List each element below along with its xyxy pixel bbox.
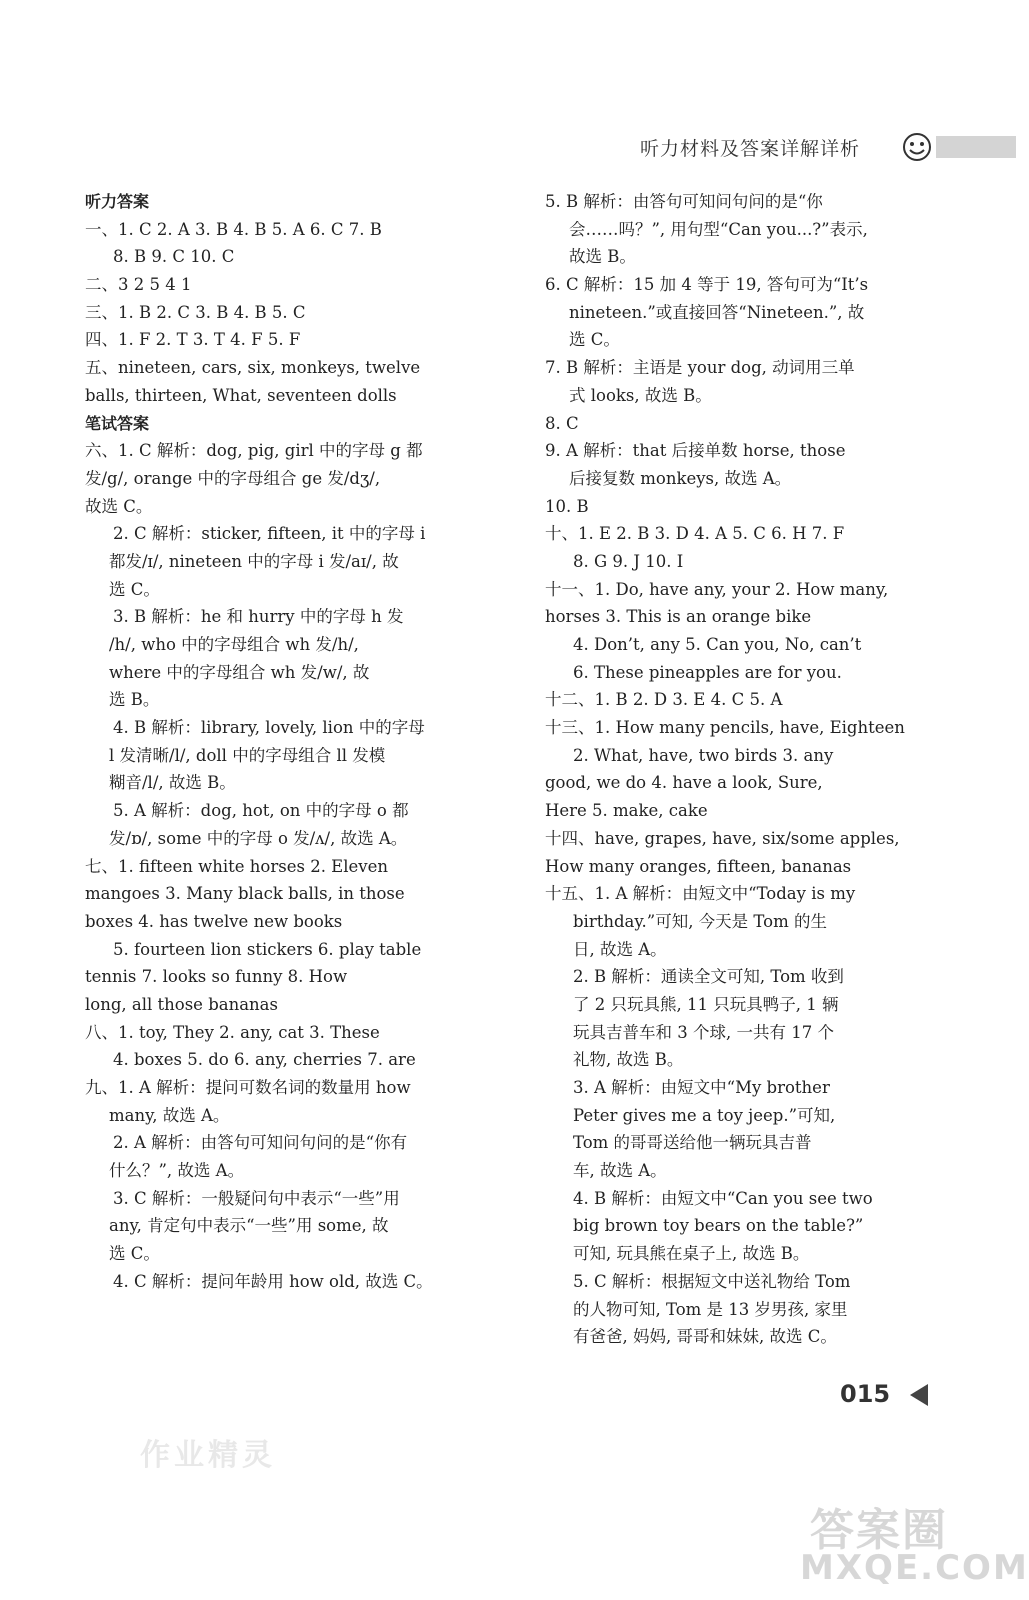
answer-line: 糊音/l/, 故选 B。 xyxy=(109,773,236,793)
answer-line: 的人物可知, Tom 是 13 岁男孩, 家里 xyxy=(573,1299,848,1319)
answer-line: 发/g/, orange 中的字母组合 ge 发/dʒ/, xyxy=(85,468,381,488)
answer-line: /h/, who 中的字母组合 wh 发/h/, xyxy=(109,635,359,654)
answer-line: 选 C。 xyxy=(109,579,160,599)
answer-line: 七、1. fifteen white horses 2. Eleven xyxy=(85,856,388,876)
answer-line: 三、1. B 2. C 3. B 4. B 5. C xyxy=(85,302,306,322)
answer-line: 十二、1. B 2. D 3. E 4. C 5. A xyxy=(545,690,783,710)
answer-line: 2. A 解析：由答句可知问句问的是“你有 xyxy=(113,1133,408,1153)
answer-line: any, 肯定句中表示“一些”用 some, 故 xyxy=(109,1216,389,1236)
answer-line: 3. A 解析：由短文中“My brother xyxy=(573,1078,830,1097)
answer-line: Peter gives me a toy jeep.”可知, xyxy=(573,1105,836,1125)
answer-line: 玩具吉普车和 3 个球, 一共有 17 个 xyxy=(573,1022,834,1042)
answer-line: 四、1. F 2. T 3. T 4. F 5. F xyxy=(85,330,301,350)
answer-line: 4. C 解析：提问年龄用 how old, 故选 C。 xyxy=(113,1271,433,1291)
answer-line: 五、nineteen, cars, six, monkeys, twelve xyxy=(85,358,421,378)
answer-line: 4. Don’t, any 5. Can you, No, can’t xyxy=(573,635,862,654)
answer-line: 式 looks, 故选 B。 xyxy=(569,385,712,405)
watermark-site-url: MXQE.COM xyxy=(800,1548,1029,1588)
header-title: 听力材料及答案详解详析 xyxy=(640,138,861,160)
answer-line: 5. C 解析：根据短文中送礼物给 Tom xyxy=(573,1271,851,1291)
answer-line: 可知, 玩具熊在桌子上, 故选 B。 xyxy=(573,1244,810,1264)
answer-line: 有爸爸, 妈妈, 哥哥和妹妹, 故选 C。 xyxy=(573,1327,837,1347)
header-decor-bar xyxy=(936,136,1016,158)
answer-line: How many oranges, fifteen, bananas xyxy=(545,856,852,876)
answer-line: 5. A 解析：dog, hot, on 中的字母 o 都 xyxy=(113,801,409,821)
answer-line: 八、1. toy, They 2. any, cat 3. These xyxy=(85,1022,380,1042)
triangle-left-icon xyxy=(910,1384,928,1406)
answer-line: Tom 的哥哥送给他一辆玩具吉普 xyxy=(573,1133,812,1153)
left-column xyxy=(85,188,480,1296)
answer-line: mangoes 3. Many black balls, in those xyxy=(85,884,405,904)
answer-line: 一、1. C 2. A 3. B 4. B 5. A 6. C 7. B xyxy=(85,219,382,239)
right-column xyxy=(545,188,945,1351)
answer-line: balls, thirteen, What, seventeen dolls xyxy=(85,385,397,405)
watermark-book: 作业精灵 xyxy=(140,1438,276,1473)
answer-line: 4. boxes 5. do 6. any, cherries 7. are xyxy=(113,1050,416,1070)
answer-line: 十五、1. A 解析：由短文中“Today is my xyxy=(545,884,856,904)
answer-line: 故选 C。 xyxy=(85,496,153,516)
answer-line: 8. B 9. C 10. C xyxy=(113,247,235,267)
answer-line: 听力答案 xyxy=(85,192,150,211)
answer-line: 5. B 解析：由答句可知问句问的是“你 xyxy=(545,192,823,211)
answer-line: 都发/ɪ/, nineteen 中的字母 i 发/aɪ/, 故 xyxy=(109,551,399,571)
answer-line: nineteen.”或直接回答“Nineteen.”, 故 xyxy=(569,302,865,322)
answer-line: 礼物, 故选 B。 xyxy=(573,1050,684,1070)
answer-line: 十、1. E 2. B 3. D 4. A 5. C 6. H 7. F xyxy=(545,524,845,544)
answer-line: long, all those bananas xyxy=(85,994,278,1014)
page-number: 015 xyxy=(840,1380,891,1408)
answer-line: 6. C 解析：15 加 4 等于 19, 答句可为“It’s xyxy=(545,275,869,295)
answer-line: 十四、have, grapes, have, six/some apples, xyxy=(545,828,900,848)
answer-line: horses 3. This is an orange bike xyxy=(545,607,812,627)
answer-line: 车, 故选 A。 xyxy=(573,1161,667,1181)
answer-line: 日, 故选 A。 xyxy=(573,939,667,959)
answer-line: 2. What, have, two birds 3. any xyxy=(573,745,834,765)
answer-line: 后接复数 monkeys, 故选 A。 xyxy=(569,468,792,488)
answer-line: 4. B 解析：由短文中“Can you see two xyxy=(573,1188,873,1208)
answer-line: 4. B 解析：library, lovely, lion 中的字母 xyxy=(113,718,425,738)
answer-line: Here 5. make, cake xyxy=(545,801,708,821)
answer-line: birthday.”可知, 今天是 Tom 的生 xyxy=(573,911,827,931)
answer-line: 什么？”, 故选 A。 xyxy=(109,1161,245,1181)
answer-line: big brown toy bears on the table?” xyxy=(573,1216,864,1236)
smiley-icon xyxy=(902,132,932,162)
answer-line: 6. These pineapples are for you. xyxy=(573,662,842,682)
answer-line: 3. B 解析：he 和 hurry 中的字母 h 发 xyxy=(113,607,404,627)
answer-line: 选 C。 xyxy=(569,330,620,350)
answer-line: 9. A 解析：that 后接单数 horse, those xyxy=(545,441,846,461)
answer-line: 7. B 解析：主语是 your dog, 动词用三单 xyxy=(545,358,855,378)
answer-line: 选 B。 xyxy=(109,690,160,710)
answer-line: 笔试答案 xyxy=(85,413,150,433)
answer-line: boxes 4. has twelve new books xyxy=(85,911,343,931)
answer-line: 故选 B。 xyxy=(569,247,636,267)
answer-line: l 发清晰/l/, doll 中的字母组合 ll 发模 xyxy=(109,745,386,765)
answer-line: 十一、1. Do, have any, your 2. How many, xyxy=(545,579,889,599)
answer-line: 发/ɒ/, some 中的字母 o 发/ʌ/, 故选 A。 xyxy=(109,828,408,848)
answer-line: 六、1. C 解析：dog, pig, girl 中的字母 g 都 xyxy=(85,441,423,461)
answer-line: tennis 7. looks so funny 8. How xyxy=(85,967,348,987)
answer-line: 3. C 解析：一般疑问句中表示“一些”用 xyxy=(113,1188,400,1208)
answer-line: 九、1. A 解析：提问可数名词的数量用 how xyxy=(85,1078,411,1097)
answer-line: 选 C。 xyxy=(109,1244,160,1264)
answer-line: many, 故选 A。 xyxy=(109,1105,230,1125)
answer-line: 会……吗？”, 用句型“Can you...?”表示, xyxy=(569,219,868,239)
answer-line: 二、3 2 5 4 1 xyxy=(85,275,192,295)
answer-line: 5. fourteen lion stickers 6. play table xyxy=(113,939,422,959)
answer-line: good, we do 4. have a look, Sure, xyxy=(545,773,823,793)
answer-line: 8. C xyxy=(545,413,579,433)
answer-line: 十三、1. How many pencils, have, Eighteen xyxy=(545,718,905,738)
answer-line: 8. G 9. J 10. I xyxy=(573,551,684,571)
answer-line: 了 2 只玩具熊, 11 只玩具鸭子, 1 辆 xyxy=(573,994,839,1014)
answer-line: 2. B 解析：通读全文可知, Tom 收到 xyxy=(573,967,844,987)
watermark-site-cn: 答案圈 xyxy=(810,1505,948,1556)
answer-line: 10. B xyxy=(545,496,589,516)
answer-line: where 中的字母组合 wh 发/w/, 故 xyxy=(109,662,370,682)
answer-line: 2. C 解析：sticker, fifteen, it 中的字母 i xyxy=(113,524,426,544)
running-header xyxy=(620,128,1000,168)
